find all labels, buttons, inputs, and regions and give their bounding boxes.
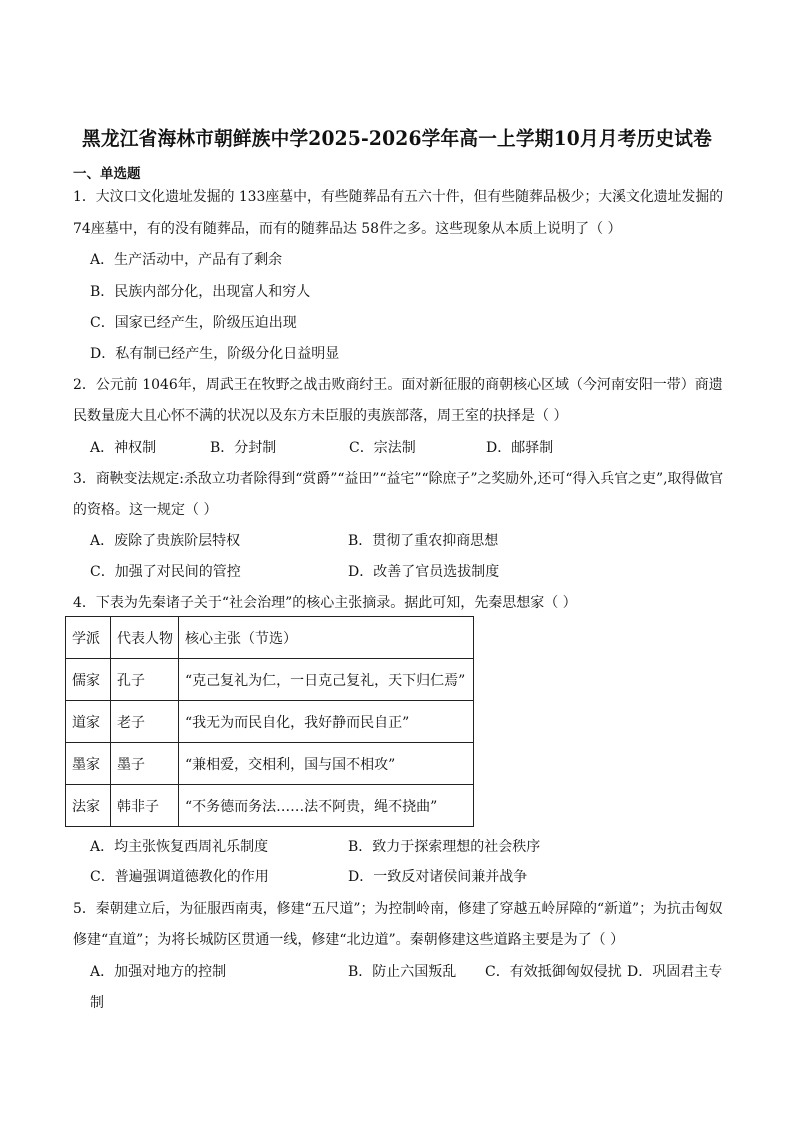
table-header-cell: 核心主张（节选） — [179, 617, 474, 659]
thinkers-table — [65, 616, 474, 827]
table-row — [66, 701, 474, 743]
question-1-line-1: 1．大汶口文化遗址发掘的 133座墓中，有些随葬品有五六十件，但有些随葬品极少；大溪文化遗址发掘的 — [73, 189, 724, 205]
question-4-line-1: 4．下表为先秦诸子关于“社会治理”的核心主张摘录。据此可知，先秦思想家（ ） — [73, 595, 577, 611]
question-2-option-d: D．邮驿制 — [486, 440, 554, 456]
question-5-option-a: A．加强对地方的控制 — [90, 964, 227, 980]
table-row — [66, 743, 474, 785]
table-cell: 儒家 — [66, 659, 111, 701]
question-1-line-2: 74座墓中，有的没有随葬品，而有的随葬品达 58件之多。这些现象从本质上说明了（ ） — [73, 221, 622, 237]
question-2-option-a: A．神权制 — [90, 440, 157, 456]
question-1-option-b: B．民族内部分化，出现富人和穷人 — [90, 284, 311, 300]
question-5-line-1: 5．秦朝建立后，为征服西南夷，修建“五尺道”；为控制岭南，修建了穿越五岭屏障的“新道”；为抗击匈奴 — [73, 901, 723, 917]
section-heading: 一、单选题 — [73, 166, 141, 182]
table-row — [66, 785, 474, 827]
question-1-option-c: C．国家已经产生，阶级压迫出现 — [90, 315, 297, 331]
question-2-option-c: C．宗法制 — [349, 440, 416, 456]
question-4-option-a: A．均主张恢复西周礼乐制度 — [90, 839, 269, 855]
table-row — [66, 659, 474, 701]
question-1-option-a: A．生产活动中，产品有了剩余 — [90, 252, 283, 268]
question-5-option-b: B．防止六国叛乱 — [348, 964, 457, 980]
table-cell: 墨家 — [66, 743, 111, 785]
question-5-option-d-wrap: 制 — [90, 995, 104, 1011]
question-2-line-2: 民数量庞大且心怀不满的状况以及东方未臣服的夷族部落，周王室的抉择是（ ） — [73, 408, 568, 424]
question-5-option-d: D．巩固君主专 — [627, 964, 723, 980]
table-cell: “不务德而务法……法不阿贵，绳不挠曲” — [179, 785, 474, 827]
table-header-row — [66, 617, 474, 659]
question-2-option-b: B．分封制 — [210, 440, 277, 456]
table-cell: “我无为而民自化，我好静而民自正” — [179, 701, 474, 743]
table-cell: 道家 — [66, 701, 111, 743]
question-3-option-d: D．改善了官员选拔制度 — [348, 564, 500, 580]
table-cell: “克己复礼为仁，一日克己复礼，天下归仁焉” — [179, 659, 474, 701]
question-5-line-2: 修建“直道”；为将长城防区贯通一线，修建“北边道”。秦朝修建这些道路主要是为了（ ） — [73, 932, 625, 948]
exam-title: 黑龙江省海林市朝鲜族中学2025-2026学年高一上学期10月月考历史试卷 — [82, 127, 712, 150]
question-3-line-1: 3．商鞅变法规定:杀敌立功者除得到“赏爵”“益田”“益宅”“除庶子”之奖励外,还可“得入兵官之吏”,取得做官 — [73, 471, 724, 487]
table-cell: 老子 — [111, 701, 179, 743]
question-1-option-d: D．私有制已经产生，阶级分化日益明显 — [90, 346, 340, 362]
question-2-line-1: 2．公元前 1046年，周武王在牧野之战击败商纣王。面对新征服的商朝核心区域（今河南安阳一带）商遗 — [73, 377, 723, 393]
table-cell: 韩非子 — [111, 785, 179, 827]
question-3-line-2: 的资格。这一规定（ ） — [73, 502, 218, 518]
question-3-option-c: C．加强了对民间的管控 — [90, 564, 241, 580]
table-cell: “兼相爱，交相利，国与国不相攻” — [179, 743, 474, 785]
question-4-option-d: D．一致反对诸侯间兼并战争 — [348, 869, 528, 885]
question-3-option-b: B．贯彻了重农抑商思想 — [348, 533, 499, 549]
question-3-option-a: A．废除了贵族阶层特权 — [90, 533, 241, 549]
table-header-cell: 学派 — [66, 617, 111, 659]
table-cell: 孔子 — [111, 659, 179, 701]
question-5-option-c: C．有效抵御匈奴侵扰 — [485, 964, 622, 980]
question-4-option-b: B．致力于探索理想的社会秩序 — [348, 839, 541, 855]
table-header-cell: 代表人物 — [111, 617, 179, 659]
table-cell: 墨子 — [111, 743, 179, 785]
table-cell: 法家 — [66, 785, 111, 827]
question-4-option-c: C．普遍强调道德教化的作用 — [90, 869, 269, 885]
